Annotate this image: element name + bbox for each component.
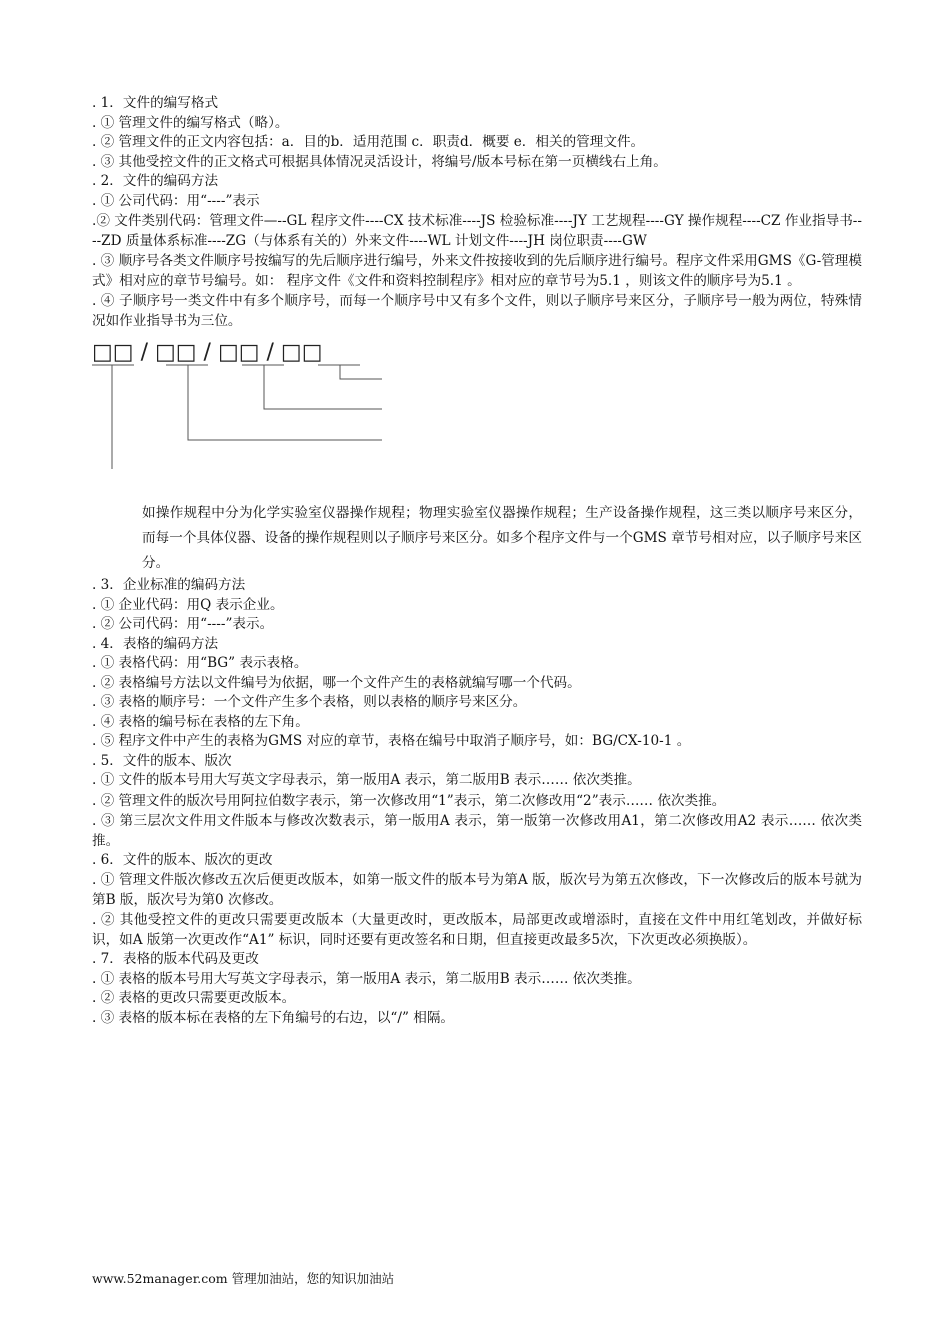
text-paragraph: . ③ 顺序号各类文件顺序号按编写的先后顺序进行编号，外来文件按接收到的先后顺序进行编号。程序文件采用GMS《G-管理模式》相对应的章节号编号。如： 程序文件《文件和资料控制程序》相对应的章节号为5.1 ，则该文件的顺序号为5.1 。 xyxy=(92,253,862,289)
text-paragraph: . ② 管理文件的版次号用阿拉伯数字表示，第一次修改用“1”表示，第二次修改用“2”表示…… 依次类推。 xyxy=(92,792,726,809)
heading-4: . 4．表格的编码方法 xyxy=(92,635,219,652)
heading-2: . 2．文件的编码方法 xyxy=(92,173,219,189)
page-footer: www.52manager.com 管理加油站，您的知识加油站 xyxy=(92,1271,395,1286)
text-line: . ② 管理文件的正文内容包括：a．目的b．适用范围 c．职责d．概要 e．相关的管理文件。 xyxy=(92,134,645,150)
section-bottom xyxy=(92,576,862,1028)
code-format-diagram xyxy=(92,337,862,497)
heading-7: . 7．表格的版本代码及更改 xyxy=(92,951,259,967)
text-line: . ① 表格的版本号用大写英文字母表示，第一版用A 表示，第二版用B 表示…… 依次类推。 xyxy=(92,970,641,987)
text-line: . ② 表格的更改只需要更改版本。 xyxy=(92,990,296,1006)
code-diagram-svg xyxy=(92,337,862,497)
text-paragraph: . ④ 子顺序号一类文件中有多个顺序号，而每一个顺序号中又有多个文件，则以子顺序号来区分，子顺序号一般为两位，特殊情况如作业指导书为三位。 xyxy=(92,293,862,329)
heading-5: . 5．文件的版本、版次 xyxy=(92,752,232,769)
text-paragraph: . ① 管理文件版次修改五次后便更改版本，如第一版文件的版本号为第A 版，版次号为第五次修改，下一次修改后的版本号就为第B 版，版次号为第0 次修改。 xyxy=(92,872,862,908)
text-line: . ③ 表格的顺序号：一个文件产生多个表格，则以表格的顺序号来区分。 xyxy=(92,694,527,710)
text-line: . ④ 表格的编号标在表格的左下角。 xyxy=(92,713,309,730)
text-line: . ③ 表格的版本标在表格的左下角编号的右边，以“/” 相隔。 xyxy=(92,1009,455,1026)
document-page xyxy=(92,94,862,1028)
text-line: . ② 表格编号方法以文件编号为依据，哪一个文件产生的表格就编写哪一个代码。 xyxy=(92,674,581,691)
text-paragraph: .② 文件类别代码：管理文件—--GL 程序文件----CX 技术标准----JS 检验标准----JY 工艺规程----GY 操作规程----CZ 作业指导书----ZD 质量体系标准----ZG（与体系有关的）外来文件----WL 计划文件----JH 岗位职责----GW xyxy=(92,213,862,249)
text-line: . ① 企业代码：用Q 表示企业。 xyxy=(92,596,284,613)
heading-6: . 6．文件的版本、版次的更改 xyxy=(92,851,273,868)
explanation-paragraph: 如操作规程中分为化学实验室仪器操作规程；物理实验室仪器操作规程；生产设备操作规程，这三类以顺序号来区分，而每一个具体仪器、设备的操作规程则以子顺序号来区分。如多个程序文件与一个GMS 章节号相对应，以子顺序号来区分。 xyxy=(142,505,862,571)
text-line: . ③ 其他受控文件的正文格式可根据具体情况灵活设计，将编号/版本号标在第一页横线右上角。 xyxy=(92,153,667,170)
bracket-lines xyxy=(92,365,382,469)
text-line: . ① 表格代码：用“BG” 表示表格。 xyxy=(92,655,308,671)
text-line: . ① 管理文件的编写格式（略）。 xyxy=(92,114,289,131)
text-line: . ⑤ 程序文件中产生的表格为GMS 对应的章节，表格在编号中取消子顺序号，如：BG/CX-10-1 。 xyxy=(92,733,691,749)
text-paragraph: . ③ 第三层次文件用文件版本与修改次数表示，第一版用A 表示，第一版第一次修改用A1，第二次修改用A2 表示…… 依次类推。 xyxy=(92,812,862,849)
section-top xyxy=(92,94,862,331)
code-format-text: □□ / □□ / □□ / □□ xyxy=(92,340,323,365)
text-line: . ① 文件的版本号用大写英文字母表示，第一版用A 表示，第二版用B 表示…… 依次类推。 xyxy=(92,772,641,788)
heading-3: . 3．企业标准的编码方法 xyxy=(92,577,246,593)
heading-1: . 1．文件的编写格式 xyxy=(92,95,219,111)
text-paragraph: . ② 其他受控文件的更改只需要更改版本（大量更改时，更改版本，局部更改或增添时，直接在文件中用红笔划改，并做好标识，如A 版第一次更改作“A1” 标识，同时还要有更改签名和日期，但直接更改最多5次，下次更改必须换版）。 xyxy=(92,912,862,948)
text-line: . ① 公司代码：用“----”表示 xyxy=(92,192,260,209)
text-line: . ② 公司代码：用“----”表示。 xyxy=(92,616,274,632)
